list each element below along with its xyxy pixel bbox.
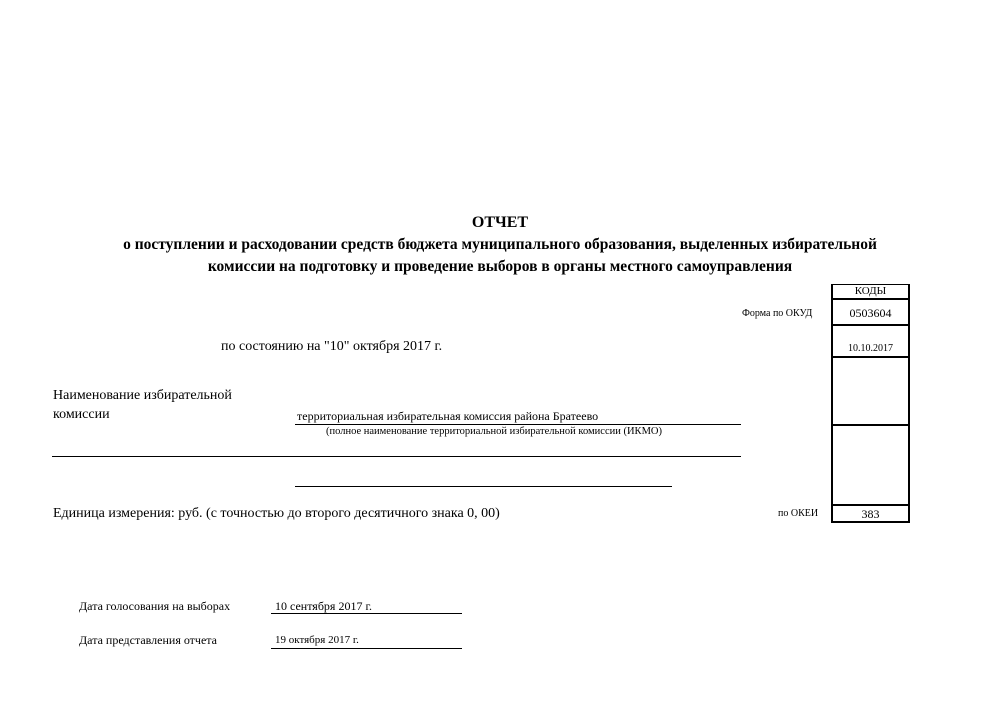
codes-header: КОДЫ <box>831 284 910 298</box>
commission-label-line1: Наименование избирательной <box>53 388 232 403</box>
commission-hint: (полное наименование территориальной избирательной комиссии (ИКМО) <box>326 426 662 437</box>
okud-code-cell: 0503604 <box>831 298 910 324</box>
report-title: ОТЧЕТ <box>471 214 529 231</box>
empty-code-cell <box>831 424 910 504</box>
divider-line <box>52 456 741 457</box>
blank-underline <box>295 486 672 487</box>
commission-label-line2: комиссии <box>53 407 110 422</box>
submit-date-value: 19 октября 2017 г. <box>275 634 359 646</box>
commission-name-underline <box>295 424 741 425</box>
vote-date-value: 10 сентября 2017 г. <box>275 599 373 613</box>
unit-of-measure: Единица измерения: руб. (с точностью до второго десятичного знака 0, 00) <box>53 506 500 521</box>
submit-date-underline <box>271 648 462 649</box>
okud-label: Форма по ОКУД <box>742 308 813 319</box>
vote-date-underline <box>271 613 462 614</box>
commission-name: территориальная избирательная комиссия района Братеево <box>297 409 599 423</box>
date-code-cell: 10.10.2017 <box>831 324 910 356</box>
commission-code-cell <box>831 356 910 424</box>
report-subtitle-line2: комиссии на подготовку и проведение выборов в органы местного самоуправления <box>207 258 793 275</box>
okei-code-cell: 383 <box>831 504 910 523</box>
as-of-date: по состоянию на "10" октября 2017 г. <box>221 339 443 354</box>
okei-label: по ОКЕИ <box>778 508 819 519</box>
vote-date-label: Дата голосования на выборах <box>79 599 231 613</box>
submit-date-label: Дата представления отчета <box>79 633 218 647</box>
report-subtitle-line1: о поступлении и расходовании средств бюджета муниципального образования, выделенных избирательной <box>123 236 877 253</box>
